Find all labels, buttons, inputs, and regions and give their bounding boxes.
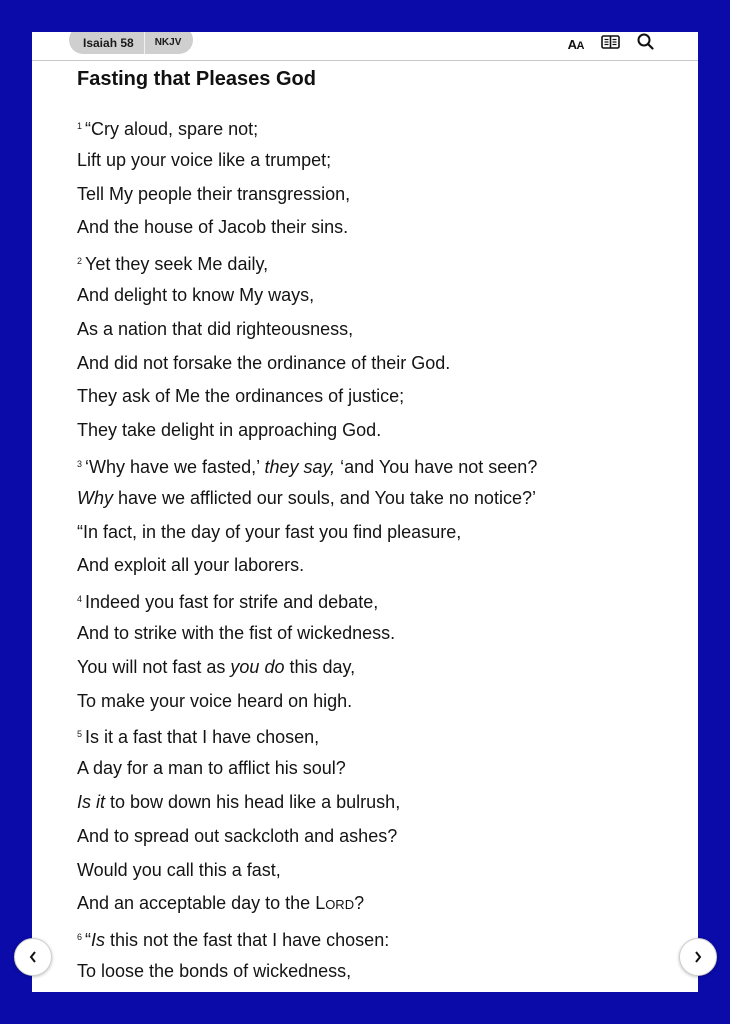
verse-text-segment: Tell My people their transgression,: [77, 183, 351, 204]
verse-line: [77, 754, 677, 788]
next-chapter-button[interactable]: [679, 938, 717, 976]
verse-text-segment: to bow down his head like a bulrush,: [105, 791, 401, 812]
verse-text-segment: And to strike with the fist of wickedness.: [77, 622, 396, 643]
verse-text-segment: As a nation that did righteousness,: [77, 318, 354, 339]
section-title: Fasting that Pleases God: [77, 68, 316, 90]
verse-text-segment: “Cry aloud, spare not;: [85, 119, 259, 139]
verse-text-segment: this not the fast that I have chosen:: [105, 930, 390, 951]
verse-text-segment: ?: [354, 893, 365, 914]
verse-line: [77, 450, 677, 484]
verse-line: [77, 822, 677, 856]
verse-line: [77, 585, 677, 619]
previous-chapter-button[interactable]: [14, 938, 52, 976]
book-chapter-button[interactable]: Isaiah 58: [83, 35, 134, 50]
verse-number: 1: [77, 121, 83, 131]
verse-line: [77, 923, 677, 957]
verse-line: [77, 619, 677, 653]
verse-text-segment: They ask of Me the ordinances of justice;: [77, 386, 405, 407]
verse-text-segment: They take delight in approaching God.: [77, 420, 382, 441]
verse-line: [77, 382, 677, 416]
toolbar: [568, 33, 654, 55]
verse-text-segment: Indeed you fast for strife and debate,: [85, 592, 379, 613]
verse-line: [77, 788, 677, 822]
passage-selector: [69, 32, 193, 54]
verse-line: [77, 146, 677, 180]
verse-text-segment: You will not fast as: [77, 656, 231, 677]
verse-line: [77, 213, 677, 247]
verse-number: 6: [77, 932, 83, 943]
verse-line: [77, 180, 677, 214]
verse-text-segment: Why: [77, 487, 113, 508]
verse-text-segment: And to spread out sackcloth and ashes?: [77, 825, 398, 846]
verse-line: [77, 247, 677, 281]
font-size-button[interactable]: [568, 37, 584, 52]
verse-text-segment: And exploit all your laborers.: [77, 555, 305, 576]
verse-line: [77, 889, 677, 923]
verse-line: [77, 720, 677, 754]
verse-text-segment: you do: [230, 656, 285, 677]
verse-text-segment: Is it: [77, 791, 106, 812]
font-size-small-glyph: A: [576, 39, 584, 52]
verse-text-segment: have we afflicted our souls, and You take no notice?’: [113, 487, 536, 508]
verse-text-segment: Would you call this a fast,: [77, 859, 281, 880]
verse-text-segment: Lord: [315, 893, 355, 914]
verse-text-segment: A day for a man to afflict his soul?: [77, 758, 346, 779]
verse-number: 5: [77, 729, 83, 740]
top-bar: [32, 32, 698, 61]
verse-number: 4: [77, 594, 83, 605]
verse-number: 3: [77, 458, 83, 469]
verse-text-segment: Yet they seek Me daily,: [85, 254, 269, 275]
verse-text: [77, 112, 677, 991]
search-icon[interactable]: [637, 33, 654, 55]
verse-text-segment: ‘and You have not seen?: [335, 456, 538, 477]
chevron-left-icon: [28, 950, 38, 964]
verse-text-segment: this day,: [284, 656, 356, 677]
chevron-right-icon: [693, 950, 703, 964]
verse-text-segment: Is: [91, 930, 106, 951]
verse-text-segment: Lift up your voice like a trumpet;: [77, 149, 332, 170]
verse-line: [77, 518, 677, 552]
verse-line: [77, 484, 677, 518]
verse-text-segment: And an acceptable day to the: [77, 893, 316, 914]
verse-text-segment: And the house of Jacob their sins.: [77, 217, 349, 238]
verse-text-segment: ‘Why have we fasted,’: [85, 456, 265, 477]
font-size-large-glyph: A: [567, 36, 577, 52]
version-button[interactable]: NKJV: [144, 32, 194, 54]
verse-text-segment: To make your voice heard on high.: [77, 690, 353, 711]
verse-line: [77, 957, 677, 991]
verse-text-segment: they say,: [264, 456, 336, 477]
verse-text-segment: “: [85, 930, 92, 951]
book-reader-icon[interactable]: [601, 35, 620, 54]
verse-text-segment: Is it a fast that I have chosen,: [85, 727, 320, 748]
verse-text-segment: And did not forsake the ordinance of their God.: [77, 352, 451, 373]
verse-line: [77, 315, 677, 349]
verse-line: [77, 349, 677, 383]
verse-line: [77, 856, 677, 890]
reader-page: [32, 32, 698, 992]
verse-line: [77, 281, 677, 315]
verse-line: [77, 687, 677, 721]
verse-line: [77, 551, 677, 585]
verse-text-segment: “In fact, in the day of your fast you find pleasure,: [77, 521, 462, 542]
verse-number: 2: [77, 256, 83, 267]
verse-text-segment: And delight to know My ways,: [77, 284, 315, 305]
verse-line: [77, 112, 677, 146]
verse-line: [77, 653, 677, 687]
verse-line: [77, 416, 677, 450]
verse-text-segment: To loose the bonds of wickedness,: [77, 960, 352, 981]
